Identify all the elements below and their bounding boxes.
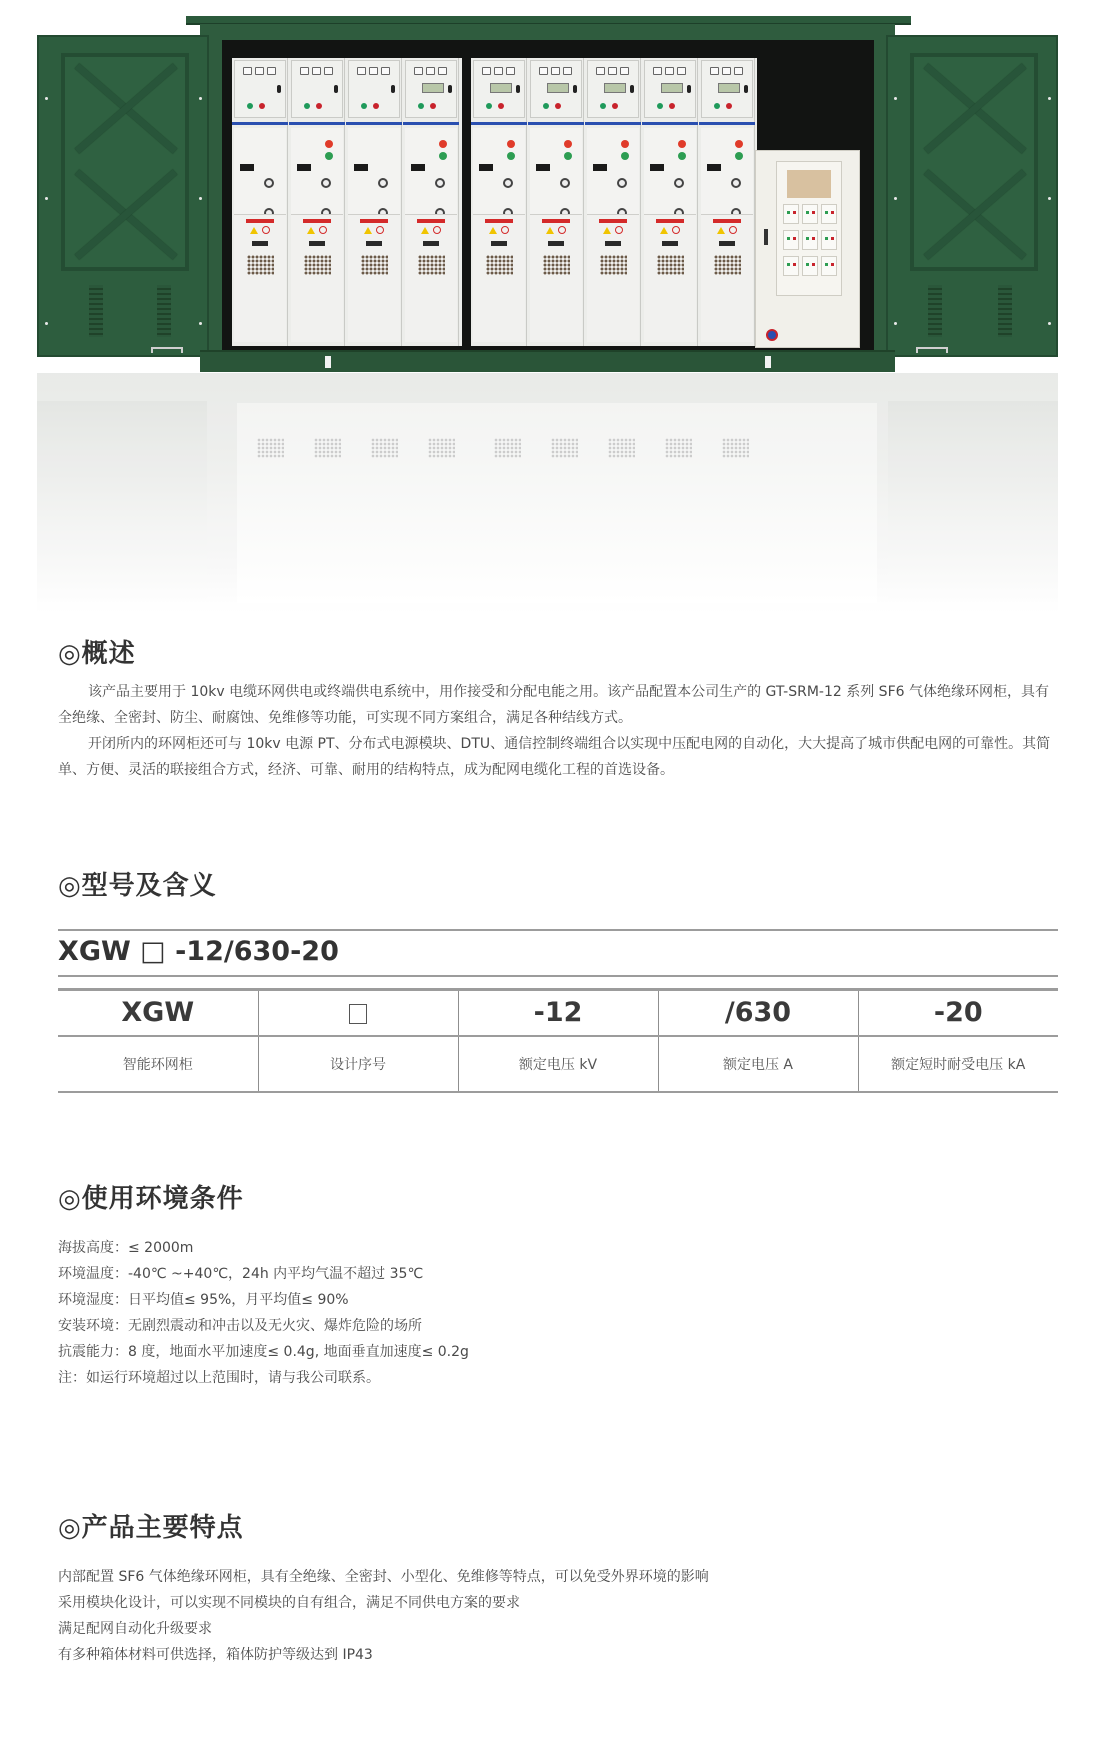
reflected-window (428, 438, 455, 458)
meaning-cell: 额定电压 A (658, 1036, 858, 1092)
prohibition-icon (319, 226, 327, 234)
meter-icon (539, 67, 548, 75)
warning-triangle-icon (421, 227, 429, 234)
red-indicator-icon (669, 103, 675, 109)
hinge (45, 97, 48, 100)
lcd-display (490, 83, 512, 93)
control-box-handle (764, 229, 768, 245)
red-button-icon (507, 140, 515, 148)
cable-compartment (291, 214, 343, 342)
green-indicator-icon (486, 103, 492, 109)
cable-compartment (234, 214, 286, 342)
lcd-display (604, 83, 626, 93)
list-item: 安装环境：无剧烈震动和冲击以及无火灾、爆炸危险的场所 (58, 1318, 422, 1334)
overview-text (58, 679, 1060, 783)
cable-compartment (473, 214, 525, 342)
danger-label (542, 219, 570, 223)
meter-icon (482, 67, 491, 75)
danger-label (417, 219, 445, 223)
status-display (479, 164, 493, 171)
divider-line (58, 929, 1058, 931)
model-code: XGW □ -12/630-20 (58, 936, 339, 967)
label-strip (585, 122, 641, 125)
lcd-display (547, 83, 569, 93)
reflected-window (494, 438, 521, 458)
handle-slot (423, 241, 439, 246)
hinge (199, 322, 202, 325)
meter-icon (267, 67, 276, 75)
cable-compartment (644, 214, 696, 342)
reflected-window (257, 438, 284, 458)
lcd-display (422, 83, 444, 93)
label-strip (289, 122, 345, 125)
meaning-cell: 额定短时耐受电压 kA (858, 1036, 1058, 1092)
reflected-window (551, 438, 578, 458)
hinge (45, 197, 48, 200)
switchgear-unit (346, 58, 402, 346)
dial-icon (617, 178, 627, 188)
list-item: 内部配置 SF6 气体绝缘环网柜，具有全绝缘、全密封、小型化、免维修等特点，可以免受外界环境的影响 (58, 1569, 709, 1585)
environment-list (58, 1235, 469, 1391)
inspection-window (600, 255, 627, 275)
meaning-cell: 设计序号 (258, 1036, 458, 1092)
handle-slot (252, 241, 268, 246)
dial-icon (731, 178, 741, 188)
danger-label (246, 219, 274, 223)
vent-louver (998, 285, 1012, 337)
green-indicator-icon (600, 103, 606, 109)
switch-module (802, 230, 818, 250)
code-cell: XGW (58, 990, 258, 1036)
green-indicator-icon (543, 103, 549, 109)
label-strip (699, 122, 755, 125)
status-display (536, 164, 550, 171)
dial-icon (435, 178, 445, 188)
label-strip (642, 122, 698, 125)
red-button-icon (678, 140, 686, 148)
vent-louver (89, 285, 103, 337)
green-button-icon (621, 152, 629, 160)
red-indicator-icon (498, 103, 504, 109)
warning-triangle-icon (660, 227, 668, 234)
knob-icon (448, 85, 452, 93)
meter-icon (243, 67, 252, 75)
handle-slot (366, 241, 382, 246)
table-row-codes (58, 990, 1058, 1036)
hinge (199, 97, 202, 100)
base-mark (325, 356, 331, 368)
list-item: 抗震能力：8 度，地面水平加速度≤ 0.4g, 地面垂直加速度≤ 0.2g (58, 1344, 469, 1360)
dial-icon (378, 178, 388, 188)
inspection-window (418, 255, 445, 275)
meter-icon (426, 67, 435, 75)
vent-louver (928, 285, 942, 337)
knob-icon (516, 85, 520, 93)
switch-module (783, 230, 799, 250)
knob-icon (687, 85, 691, 93)
danger-label (713, 219, 741, 223)
green-button-icon (735, 152, 743, 160)
handle-slot (662, 241, 678, 246)
meter-icon (312, 67, 321, 75)
warning-triangle-icon (250, 227, 258, 234)
prohibition-icon (501, 226, 509, 234)
right-door (886, 35, 1058, 357)
switchgear-unit (289, 58, 345, 346)
danger-label (360, 219, 388, 223)
dial-icon (321, 178, 331, 188)
inspection-window (486, 255, 513, 275)
code-cell: -12 (458, 990, 658, 1036)
meter-compartment (234, 60, 286, 118)
divider-line (58, 975, 1058, 977)
features-list (58, 1564, 709, 1668)
green-indicator-icon (657, 103, 663, 109)
red-button-icon (439, 140, 447, 148)
reflected-door (37, 401, 207, 601)
green-button-icon (439, 152, 447, 160)
meter-icon (665, 67, 674, 75)
handle-slot (491, 241, 507, 246)
cabinet-base (200, 350, 895, 372)
list-item: 满足配网自动化升级要求 (58, 1621, 212, 1637)
dtu-control-box (755, 150, 860, 348)
cable-compartment (405, 214, 457, 342)
code-cell-design-number (258, 990, 458, 1036)
meter-icon (653, 67, 662, 75)
green-indicator-icon (361, 103, 367, 109)
meter-icon (414, 67, 423, 75)
inspection-window (247, 255, 274, 275)
meter-icon (734, 67, 743, 75)
reflected-door (888, 401, 1058, 601)
cross-brace-icon (920, 61, 1028, 157)
overview-paragraph-1: 该产品主要用于 10kv 电缆环网供电或终端供电系统中，用作接受和分配电能之用。该产品配置本公司生产的 GT-SRM-12 系列 SF6 气体绝缘环网柜，具有全绝缘、全密封、防尘、耐腐蚀、免维修等功能，可实现不同方案组合，满足各种结线方式。 (58, 684, 1049, 726)
switchgear-unit (699, 58, 755, 346)
hinge (1048, 197, 1051, 200)
door-handle (151, 347, 183, 353)
knob-icon (744, 85, 748, 93)
meaning-cell: 额定电压 kV (458, 1036, 658, 1092)
dial-icon (264, 178, 274, 188)
meter-icon (608, 67, 617, 75)
cross-brace-icon (920, 167, 1028, 263)
knob-icon (277, 85, 281, 93)
hinge (894, 97, 897, 100)
list-item: 注：如运行环境超过以上范围时，请与我公司联系。 (58, 1370, 380, 1386)
meter-icon (369, 67, 378, 75)
vent-louver (157, 285, 171, 337)
red-indicator-icon (612, 103, 618, 109)
meter-compartment (530, 60, 582, 118)
meter-icon (494, 67, 503, 75)
knob-icon (334, 85, 338, 93)
meter-icon (620, 67, 629, 75)
lcd-display (661, 83, 683, 93)
meter-icon (722, 67, 731, 75)
blank-box-icon (349, 1004, 367, 1024)
meter-icon (255, 67, 264, 75)
label-strip (471, 122, 527, 125)
green-indicator-icon (304, 103, 310, 109)
switch-module (783, 204, 799, 224)
lcd-display (718, 83, 740, 93)
control-panel (776, 161, 842, 296)
cable-compartment (530, 214, 582, 342)
green-button-icon (678, 152, 686, 160)
reflected-window (608, 438, 635, 458)
label-strip (346, 122, 402, 125)
reflected-window (371, 438, 398, 458)
meter-compartment (587, 60, 639, 118)
cross-brace-icon (71, 61, 179, 157)
switch-module (783, 256, 799, 276)
switchgear-unit (642, 58, 698, 346)
handle-slot (719, 241, 735, 246)
switch-module (821, 256, 837, 276)
label-strip (403, 122, 459, 125)
meter-compartment (701, 60, 753, 118)
danger-label (485, 219, 513, 223)
warning-triangle-icon (546, 227, 554, 234)
meter-icon (381, 67, 390, 75)
switchgear-group-2 (471, 58, 757, 346)
switch-module (821, 230, 837, 250)
code-cell: -20 (858, 990, 1058, 1036)
meter-compartment (348, 60, 400, 118)
green-indicator-icon (714, 103, 720, 109)
meter-icon (300, 67, 309, 75)
meter-compartment (473, 60, 525, 118)
red-button-icon (325, 140, 333, 148)
left-door (37, 35, 209, 357)
model-meaning-table (58, 988, 1058, 1093)
label-strip (232, 122, 288, 125)
reflected-window (665, 438, 692, 458)
overview-paragraph-2: 开闭所内的环网柜还可与 10kv 电源 PT、分布式电源模块、DTU、通信控制终端组合以实现中压配电网的自动化，大大提高了城市供配电网的可靠性。其简单、方便、灵活的联接组合方式，经济、可靠、耐用的结构特点，成为配网电缆化工程的首选设备。 (58, 736, 1051, 778)
section-title-environment: ◎使用环境条件 (58, 1184, 244, 1214)
list-item: 环境温度：-40℃ ~+40℃，24h 内平均气温不超过 35℃ (58, 1266, 424, 1282)
cable-compartment (348, 214, 400, 342)
warning-triangle-icon (603, 227, 611, 234)
red-indicator-icon (259, 103, 265, 109)
danger-label (303, 219, 331, 223)
status-display (411, 164, 425, 171)
green-indicator-icon (247, 103, 253, 109)
hinge (894, 197, 897, 200)
red-indicator-icon (555, 103, 561, 109)
warning-triangle-icon (307, 227, 315, 234)
switch-module (821, 204, 837, 224)
red-button-icon (621, 140, 629, 148)
danger-label (599, 219, 627, 223)
handle-slot (309, 241, 325, 246)
green-button-icon (325, 152, 333, 160)
prohibition-icon (615, 226, 623, 234)
product-photo (0, 0, 1100, 620)
door-frame (910, 53, 1038, 271)
door-handle (916, 347, 948, 353)
switch-module (802, 204, 818, 224)
company-logo-icon (766, 329, 778, 341)
knob-icon (391, 85, 395, 93)
list-item: 采用模块化设计，可以实现不同模块的自有组合，满足不同供电方案的要求 (58, 1595, 520, 1611)
red-indicator-icon (316, 103, 322, 109)
prohibition-icon (376, 226, 384, 234)
dial-icon (503, 178, 513, 188)
table-row-meanings (58, 1036, 1058, 1092)
handle-slot (605, 241, 621, 246)
meter-icon (324, 67, 333, 75)
dial-icon (674, 178, 684, 188)
prohibition-icon (262, 226, 270, 234)
switchgear-unit (585, 58, 641, 346)
knob-icon (630, 85, 634, 93)
red-indicator-icon (726, 103, 732, 109)
switch-module (802, 256, 818, 276)
prohibition-icon (433, 226, 441, 234)
hinge (1048, 322, 1051, 325)
inspection-window (543, 255, 570, 275)
knob-icon (573, 85, 577, 93)
status-display (650, 164, 664, 171)
base-mark (765, 356, 771, 368)
prohibition-icon (672, 226, 680, 234)
handle-slot (548, 241, 564, 246)
switchgear-unit (232, 58, 288, 346)
section-title-model: ◎型号及含义 (58, 871, 217, 901)
switchgear-unit (471, 58, 527, 346)
section-title-overview: ◎概述 (58, 639, 136, 669)
floor-reflection (37, 373, 1058, 613)
code-cell: /630 (658, 990, 858, 1036)
section-title-features: ◎产品主要特点 (58, 1513, 244, 1543)
meaning-cell: 智能环网柜 (58, 1036, 258, 1092)
reflected-panels (237, 403, 877, 603)
meter-compartment (644, 60, 696, 118)
warning-triangle-icon (717, 227, 725, 234)
inspection-window (304, 255, 331, 275)
green-indicator-icon (418, 103, 424, 109)
list-item: 有多种箱体材料可供选择，箱体防护等级达到 IP43 (58, 1647, 373, 1663)
inspection-window (657, 255, 684, 275)
green-button-icon (564, 152, 572, 160)
prohibition-icon (558, 226, 566, 234)
prohibition-icon (729, 226, 737, 234)
green-button-icon (507, 152, 515, 160)
switchgear-unit (528, 58, 584, 346)
red-button-icon (735, 140, 743, 148)
hinge (45, 322, 48, 325)
red-indicator-icon (373, 103, 379, 109)
meter-icon (357, 67, 366, 75)
red-button-icon (564, 140, 572, 148)
meter-compartment (291, 60, 343, 118)
status-display (593, 164, 607, 171)
reflected-window (722, 438, 749, 458)
list-item: 环境湿度：日平均值≤ 95%，月平均值≤ 90% (58, 1292, 349, 1308)
list-item: 海拔高度：≤ 2000m (58, 1240, 194, 1256)
meter-icon (563, 67, 572, 75)
status-display (240, 164, 254, 171)
cross-brace-icon (71, 167, 179, 263)
dial-icon (560, 178, 570, 188)
meter-icon (710, 67, 719, 75)
danger-label (656, 219, 684, 223)
status-display (707, 164, 721, 171)
inspection-window (714, 255, 741, 275)
meter-compartment (405, 60, 457, 118)
warning-triangle-icon (364, 227, 372, 234)
switchgear-group-1 (232, 58, 462, 346)
cable-compartment (587, 214, 639, 342)
inspection-window (361, 255, 388, 275)
hinge (1048, 97, 1051, 100)
meter-icon (551, 67, 560, 75)
cable-compartment (701, 214, 753, 342)
hinge (199, 197, 202, 200)
meter-icon (506, 67, 515, 75)
hinge (894, 322, 897, 325)
meter-icon (438, 67, 447, 75)
switchgear-unit (403, 58, 459, 346)
reflected-window (314, 438, 341, 458)
schematic-label (787, 170, 831, 198)
meter-icon (677, 67, 686, 75)
meter-icon (596, 67, 605, 75)
door-frame (61, 53, 189, 271)
status-display (297, 164, 311, 171)
warning-triangle-icon (489, 227, 497, 234)
label-strip (528, 122, 584, 125)
status-display (354, 164, 368, 171)
red-indicator-icon (430, 103, 436, 109)
